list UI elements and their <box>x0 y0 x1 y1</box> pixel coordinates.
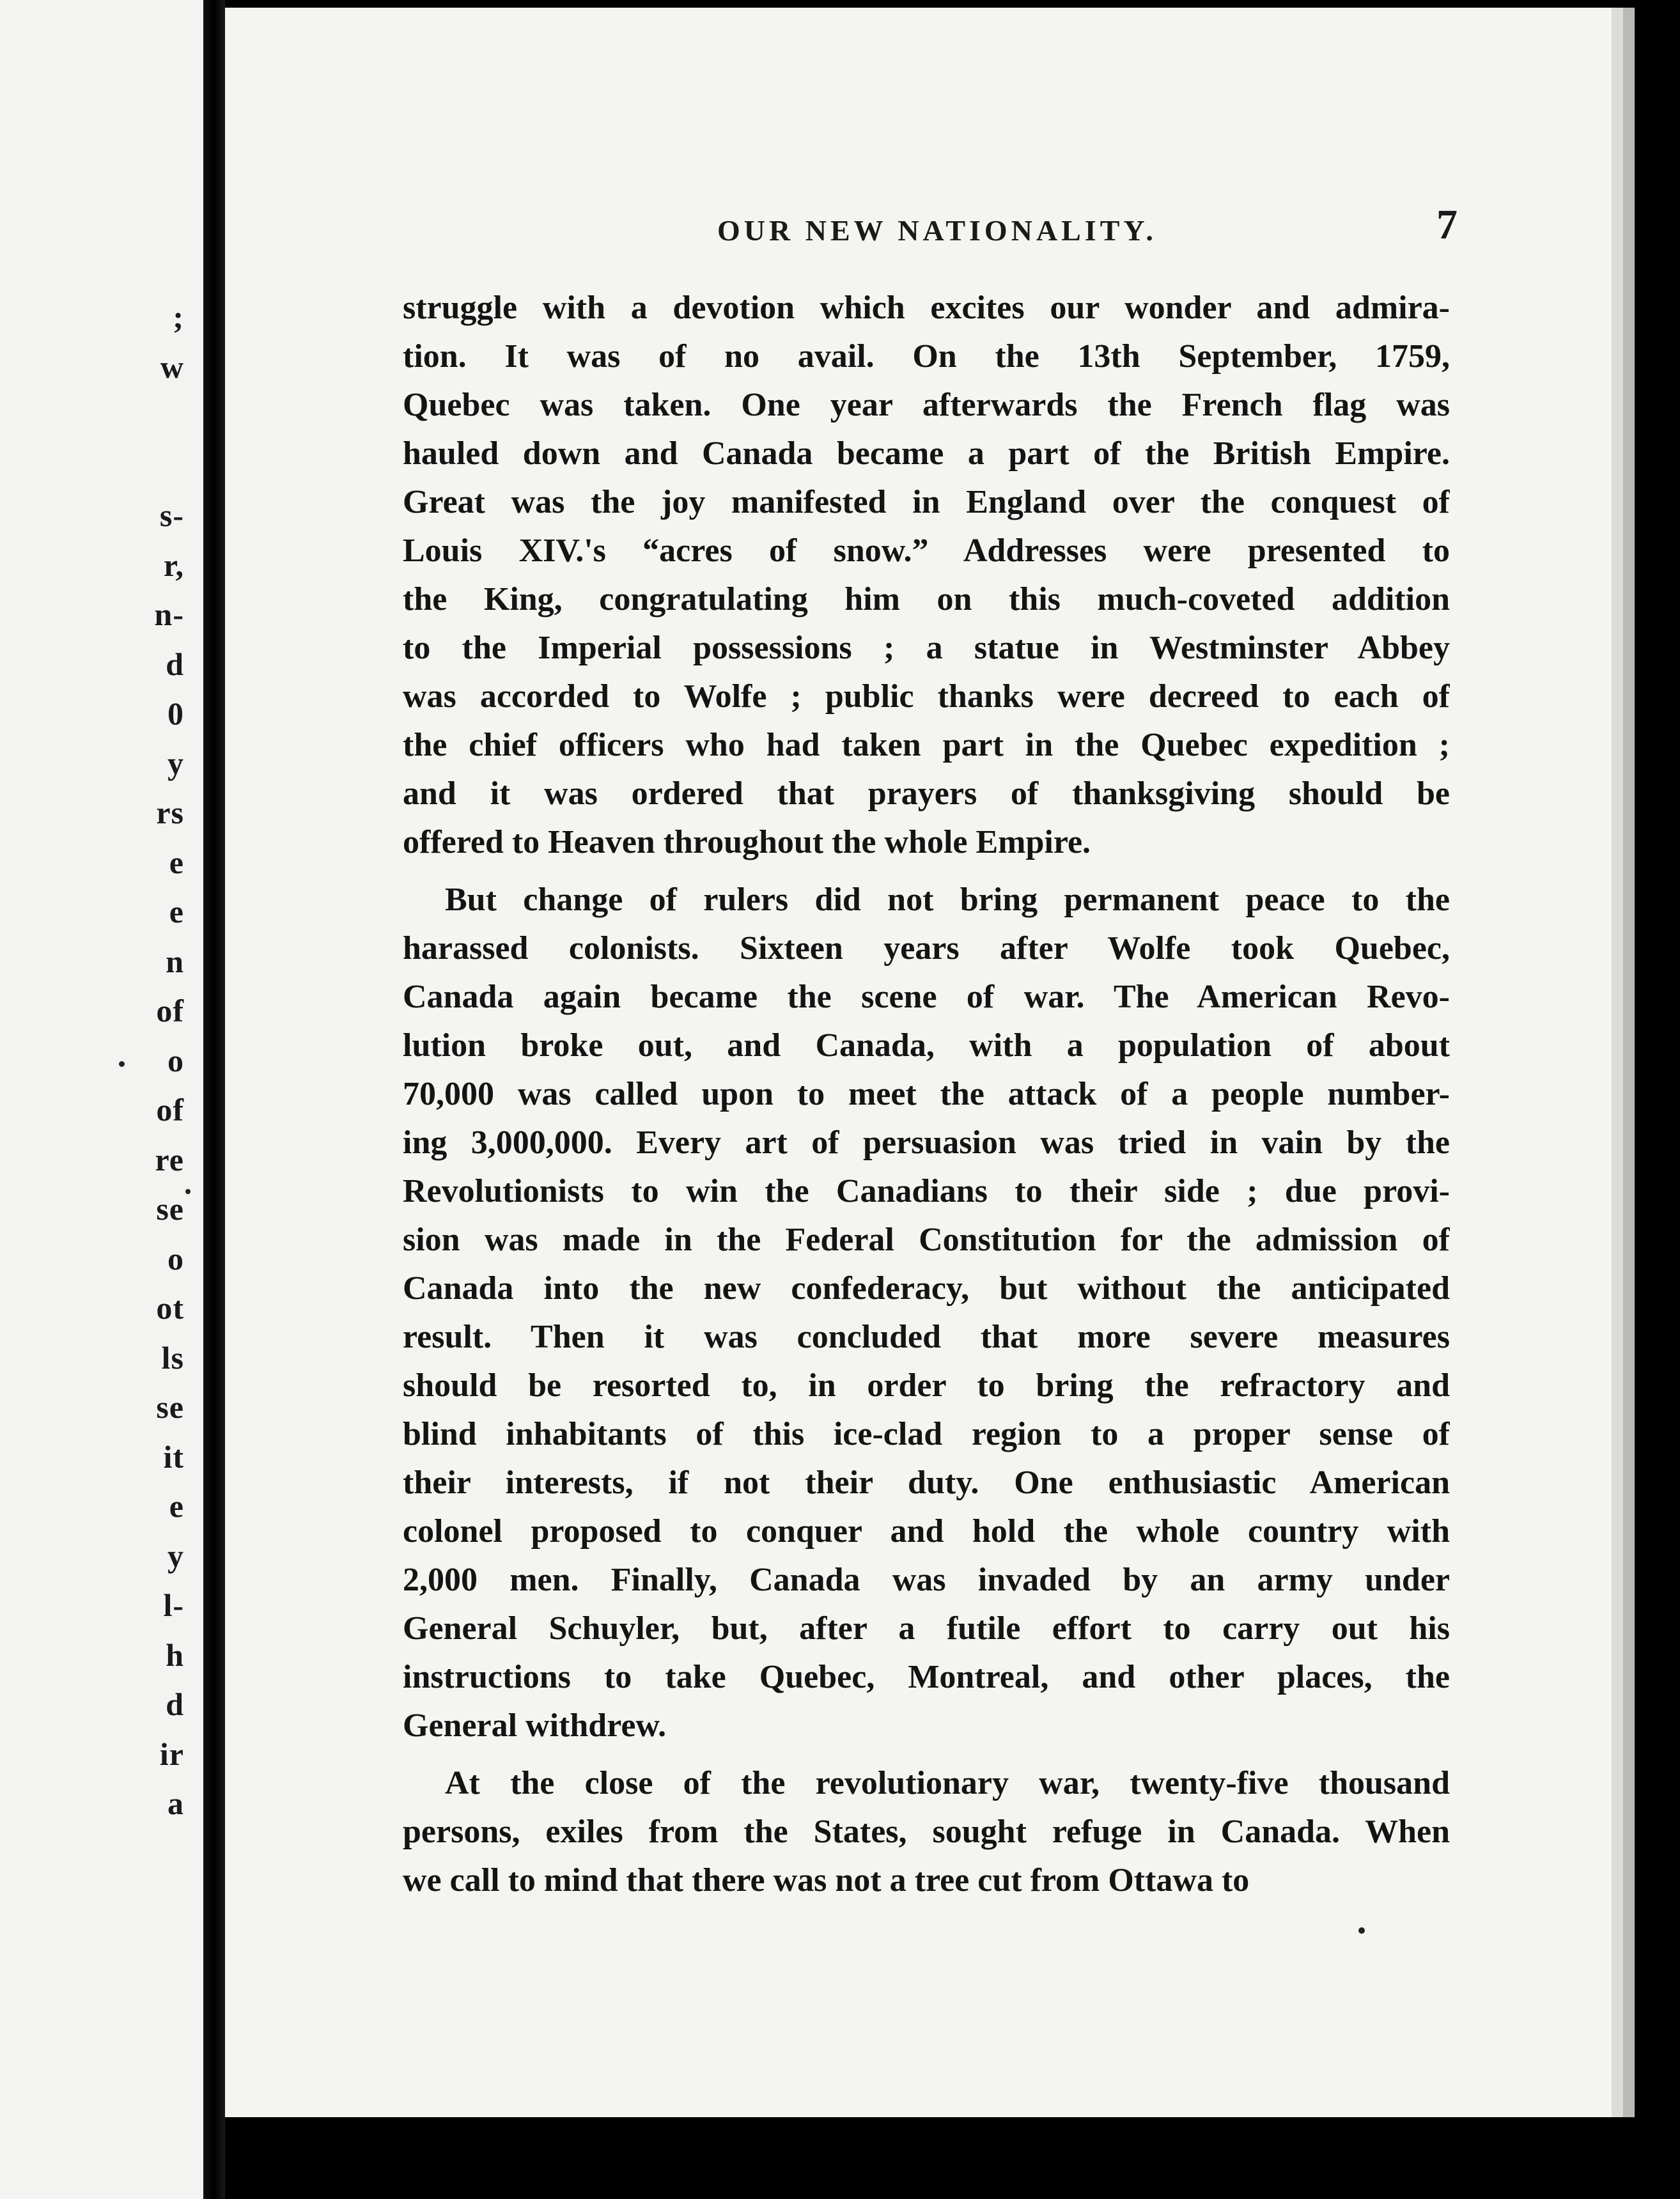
text-line: instructions to take Quebec, Montreal, and other places, the <box>403 1659 1450 1695</box>
previous-page-fragment: o <box>167 1042 184 1078</box>
previous-page-fragment: e <box>169 1488 184 1524</box>
previous-page-fragment: ot <box>156 1290 184 1326</box>
text-line: we call to mind that there was not a tree cut from Ottawa to <box>403 1862 1250 1899</box>
page-number: 7 <box>1436 201 1458 248</box>
text-line: to the Imperial possessions ; a statue in Westminster Abbey <box>403 630 1450 666</box>
text-line: But change of rulers did not bring permanent peace to the <box>445 882 1450 918</box>
text-line: result. Then it was concluded that more severe measures <box>403 1319 1450 1355</box>
previous-page-fragment: s- <box>159 497 184 533</box>
paragraph-gap <box>403 1750 1450 1759</box>
text-line: was accorded to Wolfe ; public thanks were decreed to each of <box>403 678 1450 715</box>
text-line: tion. It was of no avail. On the 13th September, 1759, <box>403 338 1450 375</box>
text-line: and it was ordered that prayers of thanksgiving should be <box>403 775 1450 812</box>
paragraph-gap <box>403 867 1450 876</box>
previous-page-fragment: w <box>160 348 184 385</box>
book-page <box>225 8 1635 2117</box>
text-line: Canada again became the scene of war. The American Revo- <box>403 979 1450 1015</box>
text-line: blind inhabitants of this ice-clad region to a proper sense of <box>403 1416 1450 1452</box>
previous-page-fragment: of <box>156 1092 184 1128</box>
text-line: sion was made in the Federal Constitution for the admission of <box>403 1222 1450 1258</box>
text-line: harassed colonists. Sixteen years after Wolfe took Quebec, <box>403 930 1450 967</box>
previous-page-fragment: o <box>167 1240 184 1277</box>
previous-page-fragment: l- <box>163 1587 184 1623</box>
text-line: General withdrew. <box>403 1707 667 1744</box>
previous-page-fragment: d <box>166 1686 184 1722</box>
text-line: offered to Heaven throughout the whole Empire. <box>403 824 1091 860</box>
previous-page-fragment: a <box>167 1785 184 1821</box>
previous-page-fragment <box>0 442 192 492</box>
text-line: lution broke out, and Canada, with a population of about <box>403 1027 1450 1064</box>
text-line: colonel proposed to conquer and hold the whole country with <box>403 1513 1450 1550</box>
text-line: the King, congratulating him on this much-coveted addition <box>403 581 1450 618</box>
text-line: 2,000 men. Finally, Canada was invaded by an army under <box>403 1562 1450 1598</box>
previous-page-fragment: se <box>156 1389 184 1425</box>
previous-page-fragment: d <box>166 646 184 682</box>
previous-page-fragment: ir <box>159 1736 184 1772</box>
previous-page-fragment: 0 <box>167 695 184 731</box>
previous-page-fragment: re <box>155 1141 184 1177</box>
text-line: their interests, if not their duty. One enthusiastic American <box>403 1465 1450 1501</box>
previous-page-fragment: of <box>156 993 184 1029</box>
paragraph <box>403 284 1450 867</box>
text-line: At the close of the revolutionary war, twenty-five thousand <box>445 1765 1450 1801</box>
previous-page-fragment: e <box>169 844 184 880</box>
previous-page-fragment: e <box>169 894 184 929</box>
previous-page-fragment: rs <box>156 795 184 830</box>
text-line: General Schuyler, but, after a futile effort to carry out his <box>403 1610 1450 1647</box>
book-gutter <box>203 0 225 2199</box>
previous-page-edge <box>0 0 203 2199</box>
previous-page-fragment: n- <box>154 596 184 632</box>
scan-speck <box>119 1061 125 1067</box>
previous-page-fragment <box>0 392 192 442</box>
text-line: Great was the joy manifested in England over the conquest of <box>403 484 1450 520</box>
text-line: ing 3,000,000. Every art of persuasion was tried in vain by the <box>403 1124 1450 1161</box>
previous-page-fragment: r, <box>163 547 184 583</box>
paragraph <box>403 1759 1450 1905</box>
previous-page-fragment: it <box>163 1438 184 1475</box>
running-head: OUR NEW NATIONALITY. <box>717 214 1157 247</box>
previous-page-fragment: y <box>167 745 184 781</box>
previous-page-fragment: ; <box>173 299 184 335</box>
text-line: 70,000 was called upon to meet the attack of a people number- <box>403 1076 1450 1112</box>
text-line: Quebec was taken. One year afterwards the French flag was <box>403 387 1450 423</box>
previous-page-fragment: y <box>167 1537 184 1574</box>
text-line: the chief officers who had taken part in the Quebec expedition ; <box>403 727 1450 763</box>
text-line: struggle with a devotion which excites our wonder and admira- <box>403 290 1450 326</box>
text-line: should be resorted to, in order to bring the refractory and <box>403 1367 1450 1404</box>
text-line: persons, exiles from the States, sought refuge in Canada. When <box>403 1814 1450 1850</box>
previous-page-fragment: ls <box>161 1339 184 1376</box>
text-line: Louis XIV.'s “acres of snow.” Addresses were presented to <box>403 532 1450 569</box>
previous-page-fragment: n <box>166 943 184 979</box>
scan-speck <box>1358 1927 1365 1934</box>
body-text <box>403 284 1450 1905</box>
text-line: Revolutionists to win the Canadians to their side ; due provi- <box>403 1173 1450 1209</box>
previous-page-fragments <box>0 293 192 1829</box>
text-line: Canada into the new confederacy, but without the anticipated <box>403 1270 1450 1307</box>
previous-page-fragment: se <box>156 1191 184 1227</box>
previous-page-fragment: h <box>166 1636 184 1673</box>
paragraph <box>403 876 1450 1750</box>
scan-speck <box>185 1189 191 1194</box>
text-line: hauled down and Canada became a part of the British Empire. <box>403 435 1450 472</box>
page-edge-shade <box>1612 8 1623 2117</box>
